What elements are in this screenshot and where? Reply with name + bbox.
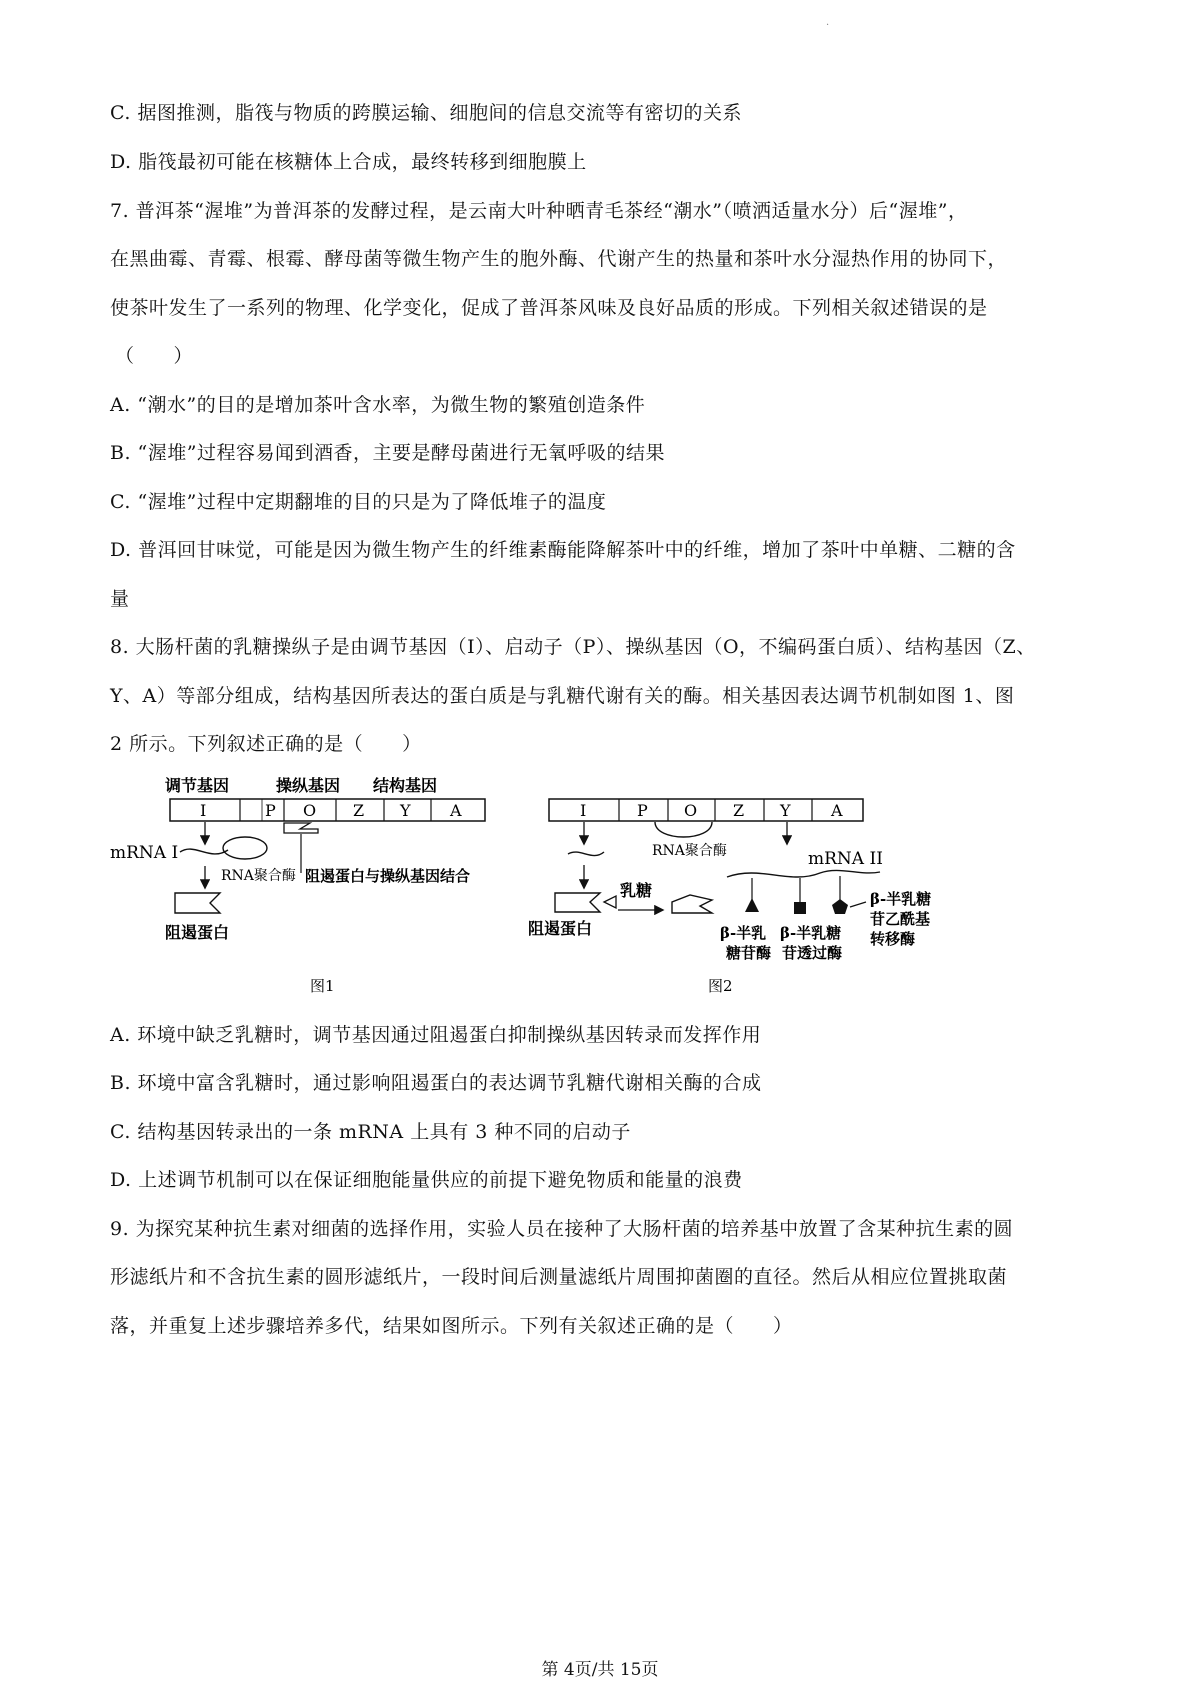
fig1-binding-label: 阻遏蛋白与操纵基因结合 bbox=[305, 867, 471, 885]
option-7d-line2: 量 bbox=[110, 588, 130, 610]
question-7-line1: 7. 普洱茶“渥堆”为普洱茶的发酵过程，是云南大叶种晒青毛茶经“潮水”（喷洒适量水分）后“渥堆”， bbox=[110, 200, 968, 222]
fig2-enzyme3-pentagon-icon bbox=[832, 899, 848, 914]
option-6c: C. 据图推测，脂筏与物质的跨膜运输、细胞间的信息交流等有密切的关系 bbox=[110, 102, 742, 124]
fig2-polymerase-label: RNA聚合酶 bbox=[652, 843, 727, 859]
fig1-gene-bar bbox=[170, 799, 485, 821]
fig2-repressor-shape bbox=[555, 893, 600, 912]
fig2-lactose-triangle bbox=[604, 896, 616, 908]
fig2-gene-bar bbox=[549, 799, 863, 821]
option-8a: A. 环境中缺乏乳糖时，调节基因通过阻遏蛋白抑制操纵基因转录而发挥作用 bbox=[110, 1024, 762, 1046]
option-7d-line1: D. 普洱回甘味觉，可能是因为微生物产生的纤维素酶能降解茶叶中的纤维，增加了茶叶中单糖、二糖的含 bbox=[110, 539, 1016, 561]
question-9-line2: 形滤纸片和不含抗生素的圆形滤纸片，一段时间后测量滤纸片周围抑菌圈的直径。然后从相应位置挑取菌 bbox=[110, 1266, 1008, 1288]
fig2-caption: 图2 bbox=[708, 977, 733, 995]
fig1-rna-polymerase bbox=[223, 837, 267, 859]
figure-2 bbox=[528, 799, 931, 995]
fig2-gene-P: P bbox=[637, 801, 648, 820]
page-footer: 第 4页/共 15页 bbox=[541, 1660, 659, 1680]
option-7b: B. “渥堆”过程容易闻到酒香，主要是酵母菌进行无氧呼吸的结果 bbox=[110, 442, 665, 464]
fig1-gene-Z: Z bbox=[353, 801, 365, 820]
fig1-repressor-shape bbox=[175, 893, 220, 913]
fig1-repressor-label: 阻遏蛋白 bbox=[165, 923, 230, 942]
option-6d: D. 脂筏最初可能在核糖体上合成，最终转移到细胞膜上 bbox=[110, 151, 587, 173]
fig1-mrna-label: mRNA I bbox=[110, 843, 179, 863]
question-7-bracket: （ ） bbox=[115, 345, 194, 367]
option-8d: D. 上述调节机制可以在保证细胞能量供应的前提下避免物质和能量的浪费 bbox=[110, 1169, 743, 1191]
fig2-gene-Y: Y bbox=[780, 801, 791, 820]
fig2-mrna-i-strand bbox=[568, 852, 604, 856]
fig2-enzyme1-triangle-icon bbox=[745, 898, 759, 912]
question-8-line1: 8. 大肠杆菌的乳糖操纵子是由调节基因（I）、启动子（P）、操纵基因（O，不编码蛋白质）、结构基因（Z、 bbox=[110, 636, 1036, 658]
option-7c: C. “渥堆”过程中定期翻堆的目的只是为了降低堆子的温度 bbox=[110, 491, 607, 513]
operon-figures bbox=[0, 760, 1200, 1020]
fig2-repressor-label: 阻遏蛋白 bbox=[528, 919, 593, 938]
fig2-gene-O: O bbox=[684, 801, 698, 820]
fig1-gene-I: I bbox=[200, 801, 207, 820]
figure-1 bbox=[110, 776, 485, 995]
fig1-gene-O: O bbox=[303, 801, 317, 820]
fig1-header-operator: 操纵基因 bbox=[276, 776, 341, 795]
fig2-gene-I: I bbox=[580, 801, 587, 820]
fig1-mrna-strand bbox=[180, 849, 228, 854]
question-8-line2: Y、A）等部分组成，结构基因所表达的蛋白质是与乳糖代谢有关的酶。相关基因表达调节机制如图 1、图 bbox=[110, 685, 1015, 707]
question-9-line1: 9. 为探究某种抗生素对细菌的选择作用，实验人员在接种了大肠杆菌的培养基中放置了含某种抗生素的圆 bbox=[110, 1218, 1014, 1240]
fig1-gene-P: P bbox=[265, 801, 276, 820]
fig2-inactive-repressor bbox=[672, 895, 712, 913]
fig2-gene-A: A bbox=[831, 801, 843, 820]
fig2-enzyme3-line3: 转移酶 bbox=[870, 930, 916, 948]
option-8c: C. 结构基因转录出的一条 mRNA 上具有 3 种不同的启动子 bbox=[110, 1121, 631, 1143]
fig2-mrna-strand bbox=[727, 870, 880, 877]
fig1-gene-Y: Y bbox=[400, 801, 411, 820]
question-8-line3: 2 所示。下列叙述正确的是（ ） bbox=[110, 733, 422, 755]
fig2-gene-Z: Z bbox=[733, 801, 745, 820]
fig1-gene-A: A bbox=[450, 801, 462, 820]
fig2-enzyme1-line2: 糖苷酶 bbox=[726, 944, 772, 962]
question-7-line2: 在黑曲霉、青霉、根霉、酵母菌等微生物产生的胞外酶、代谢产生的热量和茶叶水分湿热作用的协同下， bbox=[110, 248, 1008, 270]
fig2-lactose-label: 乳糖 bbox=[620, 881, 653, 900]
fig1-header-regulatory: 调节基因 bbox=[165, 776, 230, 795]
corner-mark: · bbox=[826, 20, 830, 31]
fig2-enzyme2-line2: 苷透过酶 bbox=[782, 944, 843, 962]
question-7-line3: 使茶叶发生了一系列的物理、化学变化，促成了普洱茶风味及良好品质的形成。下列相关叙述错误的是 bbox=[110, 297, 988, 319]
fig2-enzyme3-line1: β-半乳糖 bbox=[870, 890, 932, 908]
fig1-bound-repressor bbox=[284, 823, 318, 833]
fig1-caption: 图1 bbox=[310, 977, 335, 995]
fig2-rna-polymerase bbox=[655, 822, 712, 837]
fig1-header-structural: 结构基因 bbox=[373, 776, 438, 795]
fig2-enzyme2-line1: β-半乳糖 bbox=[780, 924, 842, 942]
option-7a: A. “潮水”的目的是增加茶叶含水率，为微生物的繁殖创造条件 bbox=[110, 394, 646, 416]
fig2-mrna-label: mRNA II bbox=[808, 849, 883, 869]
fig2-enzyme3-line2: 苷乙酰基 bbox=[870, 910, 931, 928]
option-8b: B. 环境中富含乳糖时，通过影响阻遏蛋白的表达调节乳糖代谢相关酶的合成 bbox=[110, 1072, 762, 1094]
question-9-line3: 落，并重复上述步骤培养多代，结果如图所示。下列有关叙述正确的是（ ） bbox=[110, 1315, 793, 1337]
fig2-enzyme1-line1: β-半乳 bbox=[720, 924, 767, 942]
fig1-polymerase-label: RNA聚合酶 bbox=[221, 868, 296, 884]
fig2-enzyme2-square-icon bbox=[794, 902, 806, 914]
